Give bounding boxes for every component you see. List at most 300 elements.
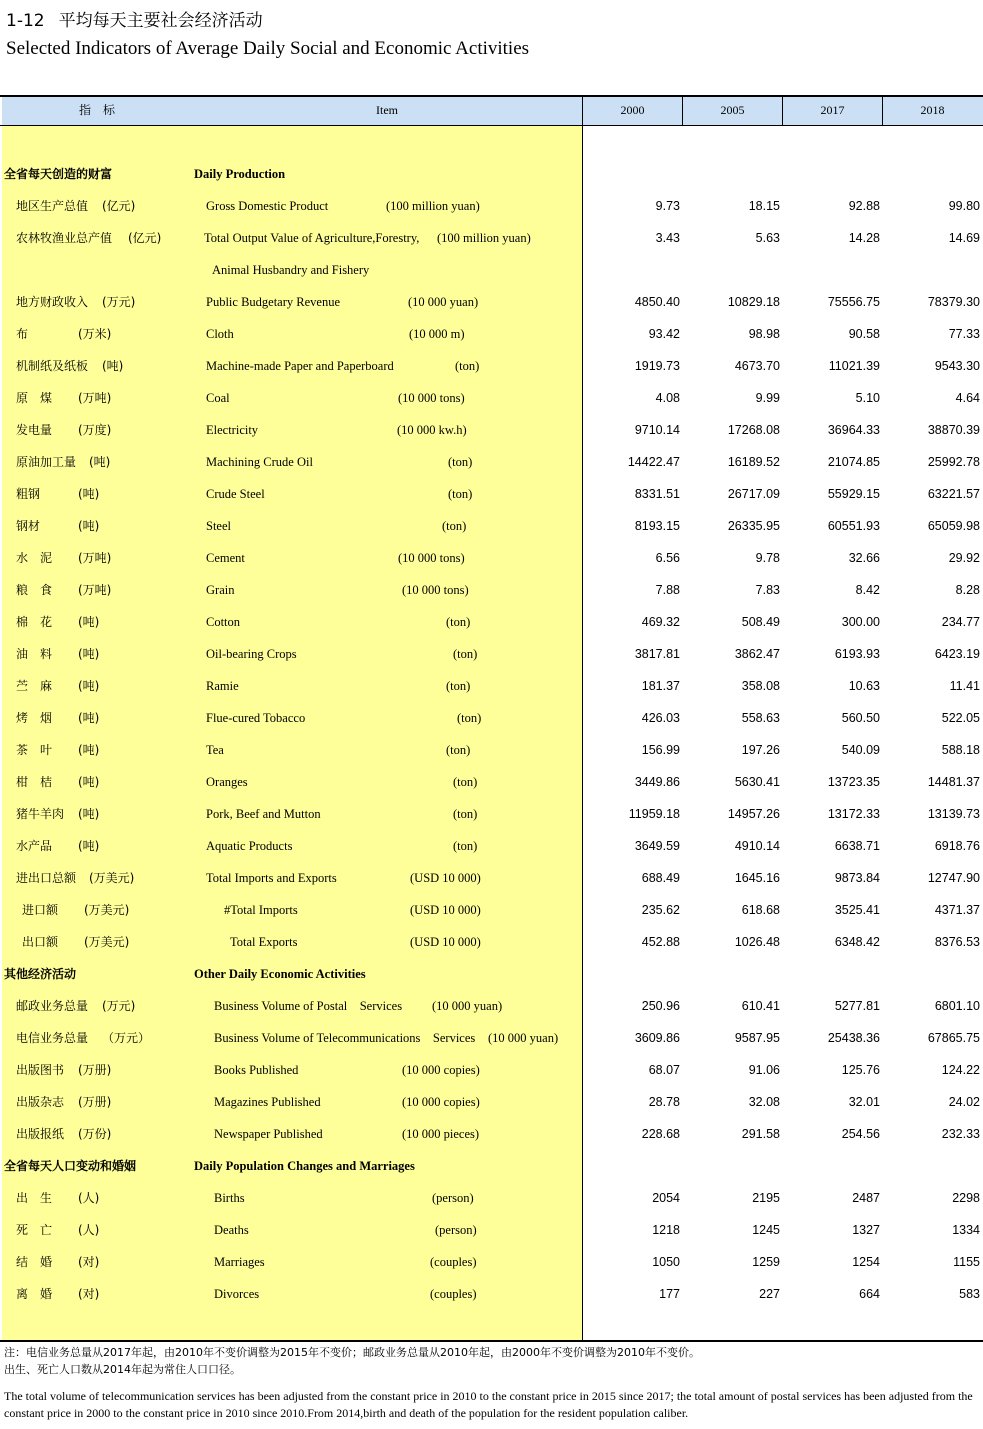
value-2017: 75556.75	[827, 295, 880, 309]
value-2017: 664	[859, 1287, 880, 1301]
value-2018: 78379.30	[927, 295, 980, 309]
value-2018: 65059.98	[927, 519, 980, 533]
item-en-unit: (person)	[435, 1223, 477, 1237]
value-2005: 17268.08	[727, 423, 780, 437]
table-row	[0, 446, 983, 478]
indicator-cn-unit: (吨)	[102, 359, 124, 373]
value-2018: 4.64	[955, 391, 980, 405]
value-2018: 63221.57	[927, 487, 980, 501]
table-row	[0, 1022, 983, 1054]
value-2017: 6348.42	[834, 935, 880, 949]
value-2017: 1327	[852, 1223, 880, 1237]
indicator-cn-unit: (万份)	[78, 1127, 112, 1141]
value-2000: 1218	[652, 1223, 680, 1237]
value-2017: 300.00	[841, 615, 880, 629]
indicator-cn-unit: (对)	[78, 1255, 100, 1269]
value-2005: 9.99	[755, 391, 780, 405]
indicator-cn: 出口额	[22, 935, 59, 949]
table-row	[0, 1214, 983, 1246]
indicator-cn-unit: (万度)	[78, 423, 112, 437]
item-en-unit: (10 000 pieces)	[402, 1127, 480, 1141]
item-en-unit: (USD 10 000)	[410, 935, 481, 949]
table-row	[0, 1054, 983, 1086]
value-2018: 99.80	[948, 199, 980, 213]
indicator-cn: 地区生产总值	[16, 199, 89, 213]
indicator-cn-unit: (吨)	[78, 807, 100, 821]
value-2005: 9587.95	[734, 1031, 780, 1045]
table-row	[0, 1182, 983, 1214]
table-number: 1-12	[6, 11, 45, 31]
value-2000: 469.32	[641, 615, 680, 629]
indicator-cn-unit: (吨)	[78, 487, 100, 501]
item-en: Tea	[206, 743, 224, 757]
value-2005: 558.63	[741, 711, 780, 725]
indicator-cn-unit: (吨)	[78, 647, 100, 661]
value-2018: 1155	[953, 1255, 980, 1269]
value-2018: 1334	[952, 1223, 980, 1237]
value-2017: 1254	[852, 1255, 880, 1269]
value-2005: 32.08	[748, 1095, 780, 1109]
item-en: Cotton	[206, 615, 241, 629]
value-2017: 125.76	[841, 1063, 880, 1077]
indicator-cn-unit: (吨)	[78, 519, 100, 533]
value-2000: 250.96	[641, 999, 680, 1013]
value-2018: 8376.53	[934, 935, 980, 949]
value-2000: 7.88	[655, 583, 680, 597]
indicator-cn-unit: (人)	[78, 1191, 100, 1205]
value-2018: 12747.90	[927, 871, 980, 885]
value-2000: 156.99	[641, 743, 680, 757]
value-2017: 36964.33	[827, 423, 880, 437]
indicator-cn-unit: (亿元)	[102, 199, 136, 213]
item-en: Total Exports	[230, 935, 298, 949]
table-row	[0, 1246, 983, 1278]
value-2005: 1026.48	[734, 935, 780, 949]
value-2017: 14.28	[848, 231, 880, 245]
indicator-cn: 柑 桔	[16, 775, 53, 789]
indicator-cn-unit: (吨)	[78, 839, 100, 853]
value-2005: 10829.18	[727, 295, 780, 309]
item-en: Oranges	[206, 775, 248, 789]
value-2005: 618.68	[741, 903, 780, 917]
value-2018: 6918.76	[934, 839, 980, 853]
table-row	[0, 414, 983, 446]
value-2017: 6193.93	[834, 647, 880, 661]
table-row	[0, 382, 983, 414]
value-2018: 11.41	[949, 679, 980, 693]
indicator-cn: 结 婚	[16, 1255, 53, 1269]
section-title-cn: 全省每天创造的财富	[4, 167, 113, 181]
table-row	[0, 222, 983, 254]
item-en-unit: (10 000 yuan)	[488, 1031, 559, 1045]
item-en-unit: (100 million yuan)	[386, 199, 480, 213]
indicator-cn-unit: (万吨)	[78, 391, 112, 405]
item-en-unit: (couples)	[430, 1287, 477, 1301]
value-2017: 5277.81	[834, 999, 880, 1013]
table-row	[0, 894, 983, 926]
item-en-continuation: Animal Husbandry and Fishery	[212, 263, 370, 277]
item-en: #Total Imports	[224, 903, 298, 917]
value-2000: 228.68	[641, 1127, 680, 1141]
indicator-cn: 出版杂志	[16, 1095, 65, 1109]
item-en-unit: (10 000 tons)	[398, 551, 465, 565]
value-2005: 291.58	[741, 1127, 780, 1141]
value-2005: 5630.41	[734, 775, 780, 789]
item-en-unit: (100 million yuan)	[437, 231, 531, 245]
indicator-cn: 烤 烟	[16, 711, 53, 725]
value-2000: 6.56	[655, 551, 680, 565]
indicator-cn: 农林牧渔业总产值	[16, 231, 113, 245]
value-2018: 14481.37	[927, 775, 980, 789]
indicator-cn: 棉 花	[16, 615, 53, 629]
value-2005: 1245	[752, 1223, 780, 1237]
item-en: Business Volume of Postal Services	[214, 999, 403, 1013]
value-2018: 38870.39	[927, 423, 980, 437]
item-en: Cloth	[206, 327, 234, 341]
value-2018: 583	[959, 1287, 980, 1301]
item-en: Divorces	[214, 1287, 260, 1301]
value-2000: 3817.81	[634, 647, 680, 661]
indicator-cn-unit: (人)	[78, 1223, 100, 1237]
value-2018: 4371.37	[934, 903, 980, 917]
note-cn-line2: 出生、死亡人口数从2014年起为常住人口口径。	[4, 1363, 241, 1376]
indicator-cn: 进出口总额	[16, 871, 77, 885]
value-2017: 60551.93	[827, 519, 880, 533]
table-row	[0, 350, 983, 382]
value-2005: 3862.47	[734, 647, 780, 661]
value-2018: 2298	[952, 1191, 980, 1205]
table-row	[0, 606, 983, 638]
indicator-cn: 原油加工量	[16, 455, 77, 469]
value-2017: 25438.36	[827, 1031, 880, 1045]
value-2000: 3.43	[655, 231, 680, 245]
indicator-cn-unit: (吨)	[78, 679, 100, 693]
value-2017: 6638.71	[834, 839, 880, 853]
table-row	[0, 318, 983, 350]
item-en: Public Budgetary Revenue	[206, 295, 340, 309]
indicator-cn: 死 亡	[16, 1223, 53, 1237]
table-row	[0, 830, 983, 862]
section-title-cn: 其他经济活动	[4, 967, 77, 981]
indicator-cn: 出版图书	[16, 1063, 65, 1077]
item-en: Electricity	[206, 423, 259, 437]
indicator-cn-unit: (万吨)	[78, 583, 112, 597]
item-en-unit: (ton)	[453, 775, 478, 789]
value-2000: 177	[659, 1287, 680, 1301]
value-2005: 508.49	[741, 615, 780, 629]
indicator-cn: 邮政业务总量	[16, 999, 89, 1013]
indicator-cn: 油 料	[16, 647, 53, 661]
item-en-unit: (10 000 m)	[409, 327, 465, 341]
value-2017: 560.50	[841, 711, 880, 725]
table-row	[0, 1118, 983, 1150]
value-2005: 7.83	[755, 583, 780, 597]
item-en: Gross Domestic Product	[206, 199, 329, 213]
item-en-unit: (10 000 tons)	[398, 391, 465, 405]
header-rule	[0, 125, 983, 126]
item-en-unit: (10 000 copies)	[402, 1095, 480, 1109]
indicator-cn: 茶 叶	[16, 743, 53, 757]
indicator-cn: 苎 麻	[16, 679, 53, 693]
header-indicator-cn: 指 标	[78, 103, 115, 117]
value-2005: 1259	[752, 1255, 780, 1269]
value-2017: 5.10	[855, 391, 880, 405]
indicator-cn-unit: (万美元)	[84, 935, 130, 949]
value-2017: 32.01	[848, 1095, 880, 1109]
indicator-cn: 粗钢	[16, 487, 41, 501]
item-en: Magazines Published	[214, 1095, 321, 1109]
value-2000: 1050	[652, 1255, 680, 1269]
indicator-cn-unit: (万册)	[78, 1095, 112, 1109]
value-2000: 4850.40	[634, 295, 680, 309]
item-en: Machine-made Paper and Paperboard	[206, 359, 394, 373]
value-2000: 68.07	[648, 1063, 680, 1077]
table-row	[0, 190, 983, 222]
indicator-cn-unit: (吨)	[78, 615, 100, 629]
value-2005: 26717.09	[727, 487, 780, 501]
value-2005: 98.98	[748, 327, 780, 341]
indicator-cn: 进口额	[22, 903, 59, 917]
item-en-unit: (USD 10 000)	[410, 903, 481, 917]
value-2018: 13139.73	[927, 807, 980, 821]
item-en-unit: (ton)	[446, 743, 471, 757]
value-2018: 124.22	[941, 1063, 980, 1077]
value-2017: 3525.41	[834, 903, 880, 917]
table-row	[0, 478, 983, 510]
value-2000: 93.42	[648, 327, 680, 341]
indicator-cn: 机制纸及纸板	[16, 359, 89, 373]
indicator-cn-unit: (吨)	[89, 455, 111, 469]
value-2018: 77.33	[948, 327, 980, 341]
value-2017: 55929.15	[827, 487, 880, 501]
indicator-cn: 布	[16, 327, 29, 341]
value-2017: 540.09	[841, 743, 880, 757]
item-en-unit: (10 000 yuan)	[408, 295, 479, 309]
note-en: The total volume of telecommunication services has been adjusted from the constant price in 2010 to the constant price in 2015 since 2017; the total amount of postal services has been adjusted from the constant price in 2000 to the constant price in 2010 since 2010.From 2014,birth and death of the population for the resident population caliber.	[4, 1389, 973, 1420]
value-2017: 90.58	[848, 327, 880, 341]
indicator-cn-unit: (吨)	[78, 743, 100, 757]
value-2017: 32.66	[848, 551, 880, 565]
header-year-2005: 2005	[720, 103, 745, 117]
value-2018: 25992.78	[927, 455, 980, 469]
indicator-cn: 出版报纸	[16, 1127, 65, 1141]
value-2005: 9.78	[755, 551, 780, 565]
item-en: Ramie	[206, 679, 239, 693]
indicator-cn-unit: (亿元)	[128, 231, 162, 245]
indicator-cn: 地方财政收入	[16, 295, 89, 309]
item-en-unit: (ton)	[446, 615, 471, 629]
table-row	[0, 702, 983, 734]
item-en-unit: (person)	[432, 1191, 474, 1205]
value-2000: 452.88	[641, 935, 680, 949]
header-year-2000: 2000	[620, 103, 645, 117]
indicator-cn-unit: (万吨)	[78, 551, 112, 565]
value-2018: 522.05	[941, 711, 980, 725]
value-2005: 5.63	[755, 231, 780, 245]
indicator-cn-unit: (万元)	[102, 295, 136, 309]
value-2005: 358.08	[741, 679, 780, 693]
section-header-row	[0, 958, 983, 990]
value-2017: 10.63	[848, 679, 880, 693]
value-2000: 28.78	[648, 1095, 680, 1109]
value-2017: 21074.85	[827, 455, 880, 469]
indicator-cn: 离 婚	[16, 1287, 53, 1301]
item-en: Crude Steel	[206, 487, 265, 501]
value-2000: 3649.59	[634, 839, 680, 853]
value-2017: 2487	[852, 1191, 880, 1205]
table-row	[0, 990, 983, 1022]
table-row	[0, 798, 983, 830]
indicator-cn: 原 煤	[16, 391, 53, 405]
section-title-en: Other Daily Economic Activities	[194, 967, 366, 981]
value-2017: 254.56	[841, 1127, 880, 1141]
value-2005: 14957.26	[727, 807, 780, 821]
item-en: Cement	[206, 551, 245, 565]
header-item-en: Item	[376, 103, 398, 117]
table-row	[0, 766, 983, 798]
note-cn-line1: 注：电信业务总量从2017年起，由2010年不变价调整为2015年不变价；邮政业务总量从2010年起，由2000年不变价调整为2010年不变价。	[4, 1346, 700, 1359]
table-row	[0, 286, 983, 318]
indicator-cn-unit: （万元）	[102, 1031, 151, 1045]
item-en-unit: (10 000 tons)	[402, 583, 469, 597]
item-en: Steel	[206, 519, 231, 533]
value-2018: 29.92	[948, 551, 980, 565]
value-2000: 1919.73	[634, 359, 680, 373]
title-cn-text: 平均每天主要社会经济活动	[58, 11, 263, 31]
value-2000: 688.49	[641, 871, 680, 885]
value-2017: 92.88	[848, 199, 880, 213]
value-2018: 588.18	[941, 743, 980, 757]
item-en-unit: (ton)	[453, 839, 478, 853]
value-2017: 11021.39	[828, 359, 880, 373]
value-2005: 4910.14	[734, 839, 780, 853]
value-2005: 26335.95	[727, 519, 780, 533]
item-en: Births	[214, 1191, 245, 1205]
bottom-rule	[0, 1340, 983, 1342]
table-row	[0, 670, 983, 702]
table-row	[0, 510, 983, 542]
item-en-unit: (ton)	[448, 487, 473, 501]
indicator-cn: 钢材	[16, 519, 41, 533]
table-row	[0, 862, 983, 894]
value-2000: 14422.47	[627, 455, 680, 469]
table-row	[0, 1278, 983, 1310]
indicator-cn-unit: (万美元)	[89, 871, 135, 885]
item-en: Total Output Value of Agriculture,Forestry,	[204, 231, 420, 245]
value-2000: 2054	[652, 1191, 680, 1205]
value-2000: 11959.18	[628, 807, 680, 821]
indicator-cn: 粮 食	[16, 583, 53, 597]
value-2018: 6423.19	[934, 647, 980, 661]
value-2017: 8.42	[855, 583, 880, 597]
value-2000: 9.73	[655, 199, 680, 213]
value-2018: 67865.75	[927, 1031, 980, 1045]
item-en: Marriages	[214, 1255, 265, 1269]
item-en-unit: (ton)	[448, 455, 473, 469]
table-title-en: Selected Indicators of Average Daily Social and Economic Activities	[6, 38, 530, 59]
indicator-cn-unit: (万元)	[102, 999, 136, 1013]
value-2000: 181.37	[641, 679, 680, 693]
section-title-en: Daily Population Changes and Marriages	[194, 1159, 415, 1173]
item-en-unit: (ton)	[442, 519, 467, 533]
item-en-unit: (USD 10 000)	[410, 871, 481, 885]
item-en-unit: (ton)	[453, 807, 478, 821]
indicator-cn-unit: (吨)	[78, 775, 100, 789]
header-year-2018: 2018	[920, 103, 945, 117]
value-2000: 8193.15	[634, 519, 680, 533]
indicator-cn: 出 生	[16, 1191, 53, 1205]
value-2018: 6801.10	[934, 999, 980, 1013]
item-en: Deaths	[214, 1223, 249, 1237]
value-2005: 1645.16	[734, 871, 780, 885]
value-2018: 14.69	[948, 231, 980, 245]
value-2005: 197.26	[741, 743, 780, 757]
item-en-unit: (ton)	[455, 359, 480, 373]
value-2017: 13172.33	[827, 807, 880, 821]
indicator-cn: 猪牛羊肉	[16, 807, 65, 821]
value-2018: 24.02	[948, 1095, 980, 1109]
header-year-2017: 2017	[820, 103, 845, 117]
indicator-cn-unit: (万册)	[78, 1063, 112, 1077]
table-row	[0, 926, 983, 958]
value-2000: 8331.51	[634, 487, 680, 501]
value-2000: 3609.86	[634, 1031, 680, 1045]
value-2005: 2195	[752, 1191, 780, 1205]
value-2005: 610.41	[741, 999, 780, 1013]
indicator-cn: 发电量	[16, 423, 53, 437]
item-en: Business Volume of Telecommunications Services	[214, 1031, 476, 1045]
value-2018: 232.33	[941, 1127, 980, 1141]
value-2000: 4.08	[655, 391, 680, 405]
section-title-en: Daily Production	[194, 167, 286, 181]
value-2005: 4673.70	[734, 359, 780, 373]
value-2000: 426.03	[641, 711, 680, 725]
table-row-continuation	[0, 254, 983, 286]
item-en: Machining Crude Oil	[206, 455, 313, 469]
indicator-cn: 水产品	[16, 839, 53, 853]
value-2017: 13723.35	[827, 775, 880, 789]
value-2005: 227	[759, 1287, 780, 1301]
item-en-unit: (10 000 copies)	[402, 1063, 480, 1077]
item-en: Total Imports and Exports	[206, 871, 337, 885]
item-en: Flue-cured Tobacco	[206, 711, 306, 725]
item-en: Coal	[206, 391, 230, 405]
table-row	[0, 734, 983, 766]
item-en-unit: (ton)	[457, 711, 482, 725]
value-2005: 18.15	[748, 199, 780, 213]
section-title-cn: 全省每天人口变动和婚姻	[4, 1159, 137, 1173]
item-en-unit: (couples)	[430, 1255, 477, 1269]
item-en: Grain	[206, 583, 235, 597]
value-2017: 9873.84	[834, 871, 880, 885]
indicator-cn-unit: (对)	[78, 1287, 100, 1301]
item-en: Books Published	[214, 1063, 299, 1077]
item-en-unit: (ton)	[446, 679, 471, 693]
item-en: Oil-bearing Crops	[206, 647, 297, 661]
indicator-cn: 水 泥	[16, 551, 53, 565]
item-en: Aquatic Products	[206, 839, 293, 853]
item-en: Pork, Beef and Mutton	[206, 807, 321, 821]
indicator-cn-unit: (吨)	[78, 711, 100, 725]
section-header-row	[0, 1150, 983, 1182]
item-en: Newspaper Published	[214, 1127, 323, 1141]
item-en-unit: (10 000 yuan)	[432, 999, 503, 1013]
item-en-unit: (10 000 kw.h)	[397, 423, 467, 437]
table-row	[0, 574, 983, 606]
value-2005: 16189.52	[727, 455, 780, 469]
indicator-cn-unit: (万美元)	[84, 903, 130, 917]
value-2018: 9543.30	[934, 359, 980, 373]
